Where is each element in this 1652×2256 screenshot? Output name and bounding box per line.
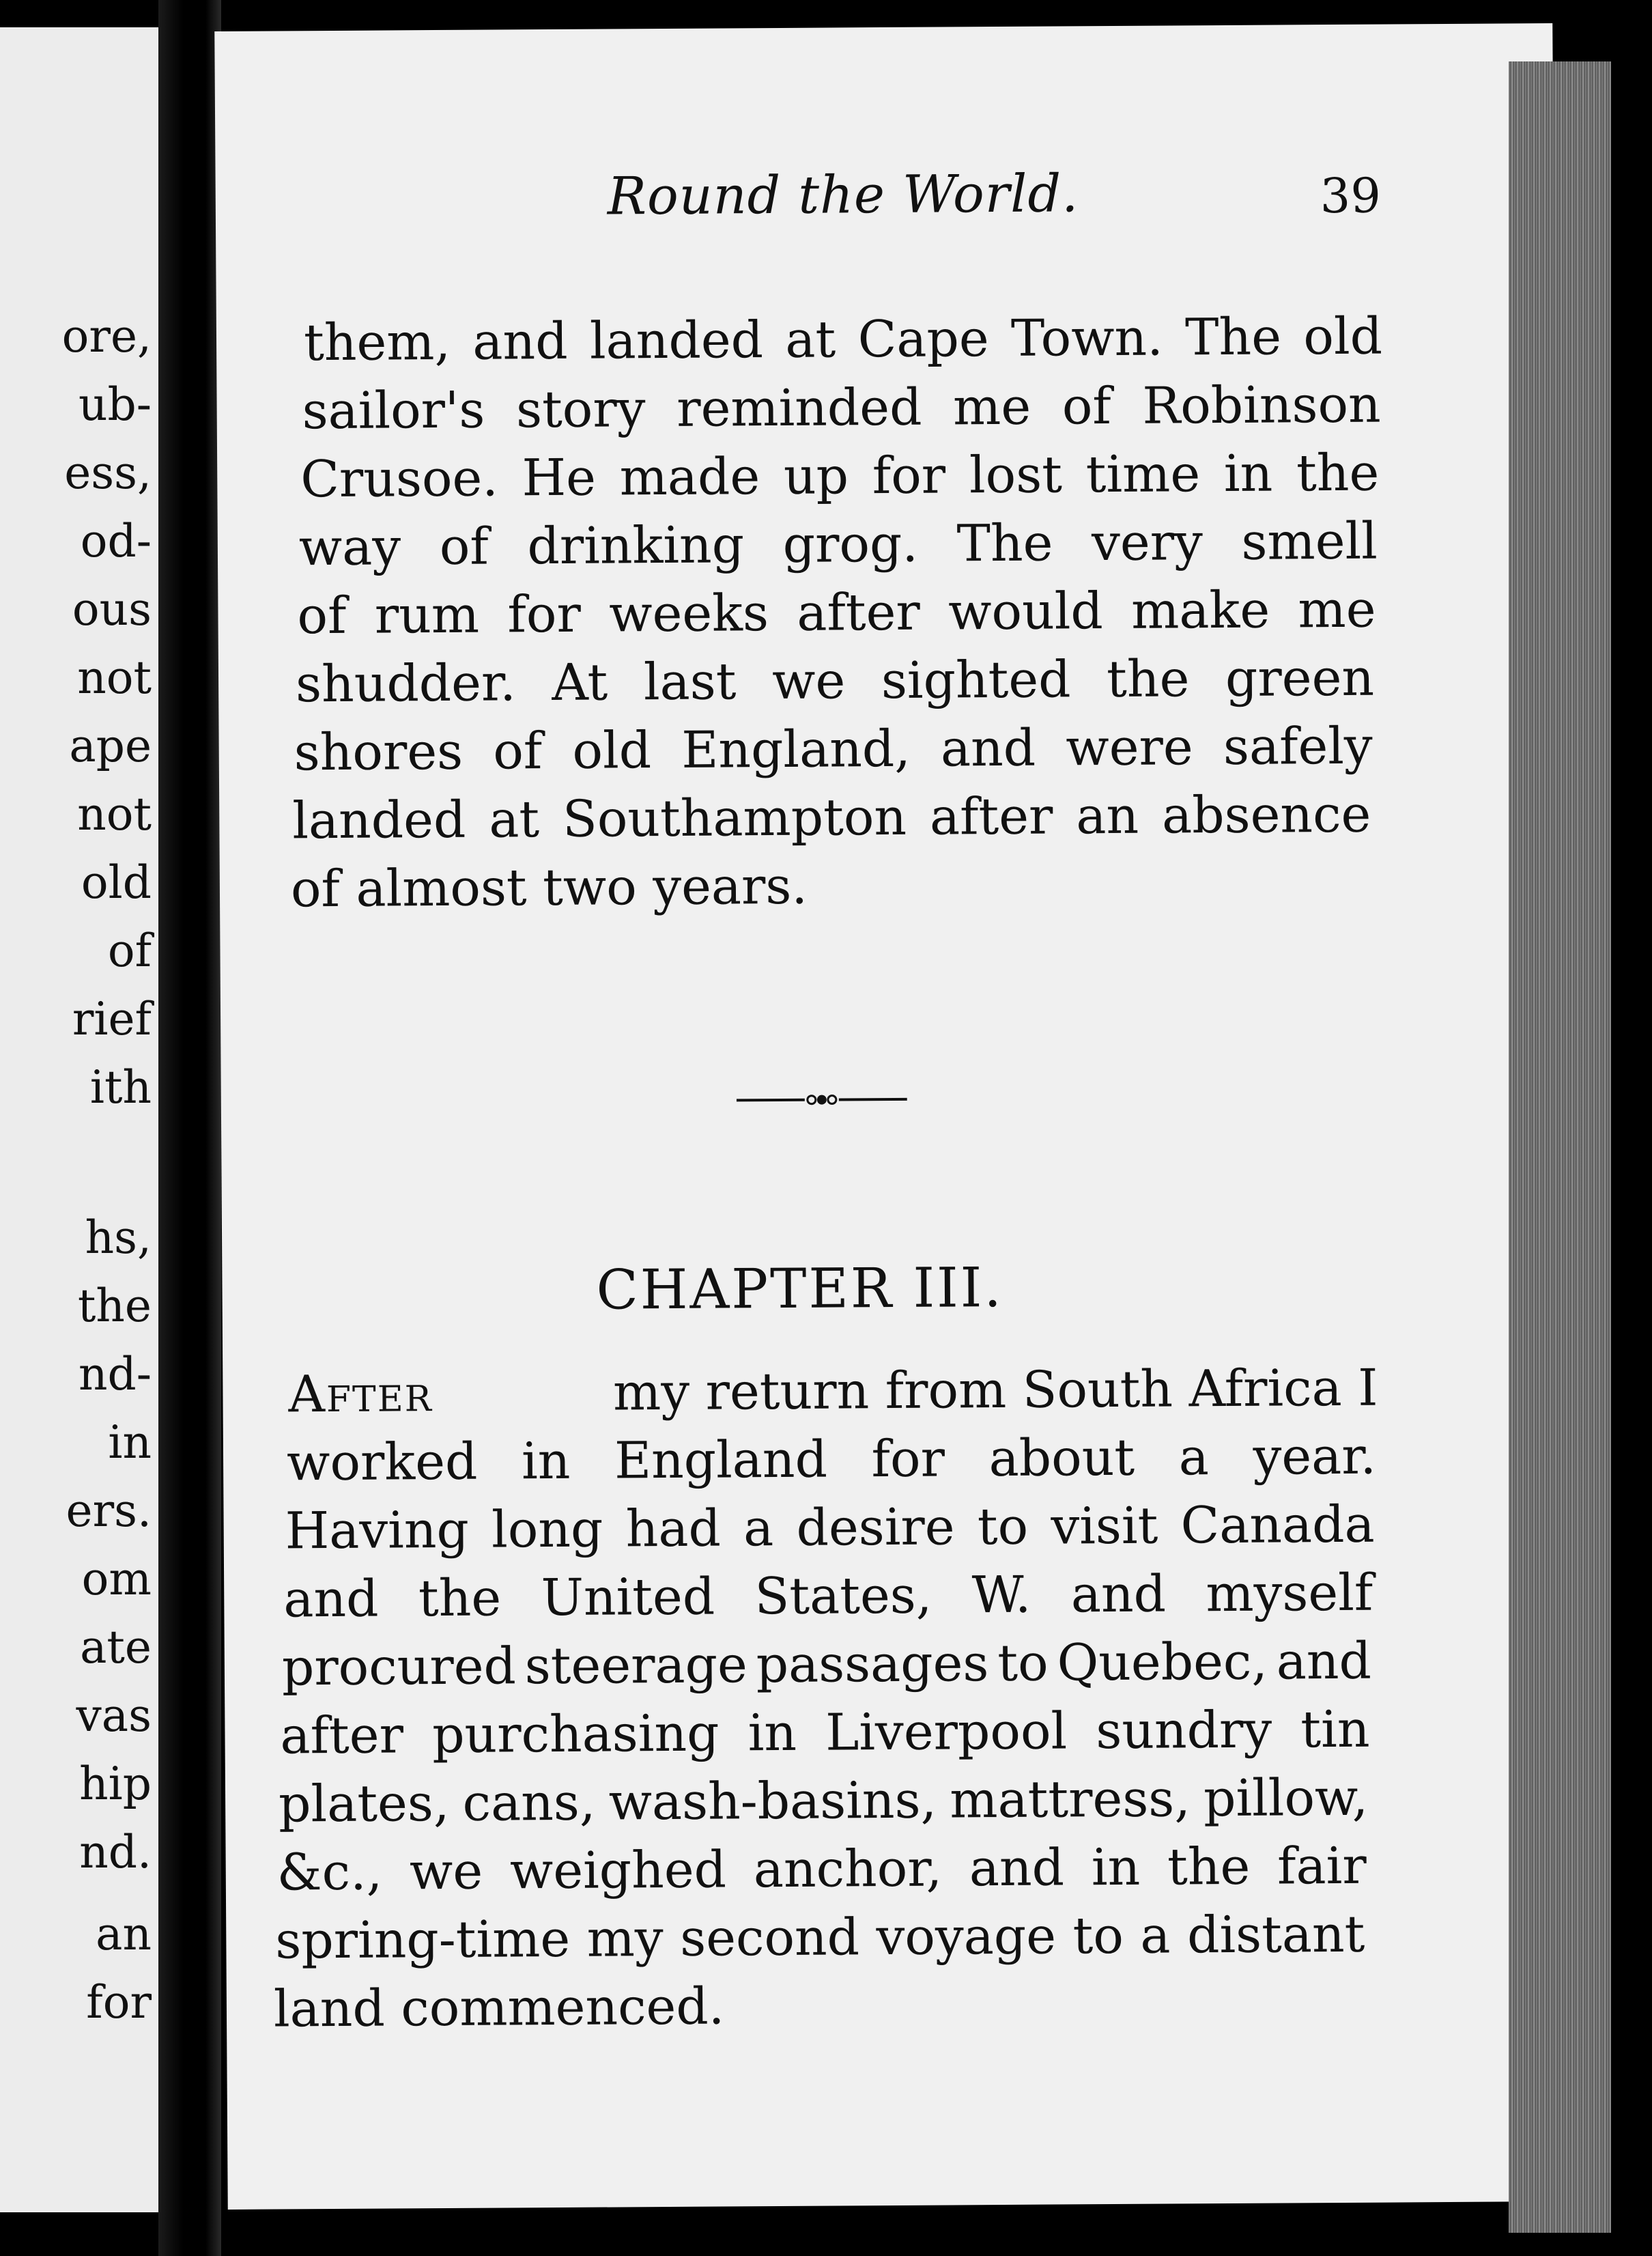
previous-page-line-fragment: od- bbox=[80, 515, 152, 567]
word: landed bbox=[589, 311, 764, 371]
word: Cape bbox=[857, 309, 989, 369]
previous-page-line-fragment: ub- bbox=[78, 378, 152, 431]
word: of bbox=[297, 586, 347, 646]
previous-page-line-fragment: hip bbox=[79, 1758, 152, 1810]
previous-page-line-fragment: ith bbox=[89, 1061, 152, 1114]
word: long bbox=[491, 1499, 603, 1560]
text-line bbox=[292, 785, 1371, 851]
word: plates, bbox=[278, 1773, 450, 1834]
page-edges bbox=[1509, 61, 1611, 2233]
word: and bbox=[1070, 1564, 1167, 1624]
word: up bbox=[783, 447, 849, 506]
word: way bbox=[298, 518, 401, 578]
word: the bbox=[1167, 1837, 1251, 1897]
previous-page-fragment bbox=[0, 27, 158, 2212]
word: last bbox=[643, 652, 737, 712]
word: shudder. bbox=[295, 653, 516, 714]
word: made bbox=[619, 447, 760, 507]
word: England, bbox=[681, 719, 911, 780]
background-shadow bbox=[1611, 0, 1652, 2256]
word: me bbox=[952, 377, 1031, 437]
word: to bbox=[977, 1497, 1029, 1557]
word: story bbox=[515, 380, 646, 440]
word: cans, bbox=[462, 1773, 596, 1833]
word: W. bbox=[971, 1565, 1031, 1625]
word: for bbox=[871, 1429, 945, 1489]
word: and bbox=[940, 718, 1036, 778]
previous-page-line-fragment: of bbox=[107, 925, 152, 977]
word: after bbox=[280, 1706, 404, 1766]
word: second bbox=[679, 1908, 860, 1968]
text-line bbox=[297, 580, 1376, 646]
word: myself bbox=[1206, 1563, 1373, 1624]
text-line bbox=[276, 1836, 1367, 1902]
word: in bbox=[1223, 444, 1273, 503]
word: a bbox=[1178, 1428, 1210, 1487]
previous-page-line-fragment: old bbox=[81, 856, 152, 909]
word: me bbox=[1298, 580, 1376, 640]
text-line bbox=[302, 375, 1381, 441]
word: sundry bbox=[1096, 1700, 1272, 1761]
word: drinking bbox=[527, 516, 745, 576]
word: to bbox=[997, 1633, 1049, 1693]
word: desire bbox=[796, 1497, 955, 1557]
word: United bbox=[541, 1567, 715, 1628]
word: England bbox=[614, 1430, 828, 1491]
word: grog. bbox=[782, 514, 919, 574]
text-line bbox=[300, 443, 1380, 509]
word: passages bbox=[756, 1634, 989, 1695]
word: anchor, bbox=[753, 1839, 943, 1900]
word: fair bbox=[1277, 1836, 1367, 1896]
previous-page-line-fragment: ate bbox=[80, 1621, 152, 1674]
word: worked bbox=[286, 1432, 478, 1493]
word: the bbox=[1106, 649, 1190, 709]
chapter-heading: CHAPTER III. bbox=[596, 1255, 1004, 1322]
word: Having bbox=[285, 1500, 470, 1561]
word: in bbox=[521, 1431, 571, 1491]
page-number: 39 bbox=[1320, 167, 1382, 225]
word: sailor's bbox=[302, 380, 485, 441]
text-line bbox=[285, 1495, 1375, 1561]
word: the bbox=[1296, 443, 1380, 503]
text-line bbox=[286, 1426, 1377, 1493]
word: old bbox=[1303, 307, 1383, 367]
word: in bbox=[747, 1703, 797, 1763]
word: wash-basins, bbox=[608, 1771, 937, 1832]
text-line: land commenced. bbox=[273, 1977, 725, 2039]
word: and bbox=[472, 311, 568, 371]
text-line-first bbox=[288, 1358, 1378, 1424]
word: rum bbox=[374, 585, 480, 645]
word: Southampton bbox=[562, 787, 907, 849]
text-line bbox=[278, 1768, 1369, 1834]
text-line-rest: my return from South Africa I bbox=[612, 1358, 1378, 1422]
book-gutter bbox=[158, 0, 221, 2256]
word: Canada bbox=[1180, 1495, 1375, 1555]
word: steerage bbox=[524, 1635, 748, 1696]
word: would bbox=[948, 582, 1104, 642]
word: spring-time bbox=[275, 1909, 571, 1971]
word: after bbox=[929, 787, 1053, 847]
text-line bbox=[280, 1700, 1370, 1766]
word: were bbox=[1066, 718, 1193, 778]
word: and bbox=[1276, 1631, 1372, 1691]
text-line bbox=[295, 648, 1375, 714]
previous-page-line-fragment: nd- bbox=[78, 1348, 152, 1400]
word: Crusoe. bbox=[300, 449, 499, 509]
previous-page-line-fragment: an bbox=[96, 1908, 152, 1960]
word: very bbox=[1091, 513, 1204, 573]
word: At bbox=[552, 653, 608, 713]
word: at bbox=[489, 790, 540, 849]
word: Quebec, bbox=[1057, 1632, 1268, 1693]
word: The bbox=[1184, 307, 1282, 367]
word: shores bbox=[294, 722, 464, 782]
word: Town. bbox=[1010, 308, 1163, 368]
text-line bbox=[298, 511, 1378, 578]
previous-page-line-fragment: not bbox=[77, 788, 152, 841]
previous-page-line-fragment: hs, bbox=[85, 1211, 152, 1264]
running-title: Round the World. bbox=[607, 163, 1079, 227]
word: to bbox=[1072, 1906, 1124, 1966]
word: of bbox=[1062, 377, 1112, 436]
text-line bbox=[294, 716, 1373, 782]
word: year. bbox=[1253, 1426, 1377, 1486]
previous-page-line-fragment: ore, bbox=[61, 310, 152, 363]
previous-page-line-fragment: nd. bbox=[79, 1826, 152, 1878]
word: for bbox=[507, 584, 582, 645]
word: landed bbox=[292, 790, 466, 851]
previous-page-line-fragment: not bbox=[77, 651, 152, 704]
word: we bbox=[771, 651, 846, 711]
word: in bbox=[1091, 1837, 1141, 1898]
word: visit bbox=[1051, 1496, 1158, 1556]
word: of bbox=[493, 722, 543, 781]
previous-page-line-fragment: vas bbox=[76, 1689, 152, 1742]
word: old bbox=[572, 721, 652, 780]
text-line: of almost two years. bbox=[290, 856, 808, 919]
word: distant bbox=[1186, 1904, 1365, 1965]
word: purchasing bbox=[431, 1704, 720, 1765]
previous-page-line-fragment: ers. bbox=[66, 1484, 152, 1537]
word: safely bbox=[1223, 716, 1373, 777]
word: of bbox=[439, 517, 489, 577]
text-line bbox=[275, 1904, 1365, 1971]
word: The bbox=[956, 513, 1053, 574]
text-line bbox=[303, 307, 1383, 373]
previous-page-line-fragment: in bbox=[108, 1416, 152, 1469]
word: a bbox=[1140, 1906, 1171, 1965]
word: the bbox=[418, 1568, 502, 1628]
word: we bbox=[409, 1842, 483, 1902]
word: green bbox=[1225, 648, 1375, 708]
word: time bbox=[1085, 445, 1201, 505]
word: and bbox=[283, 1569, 379, 1629]
word: weeks bbox=[608, 584, 769, 644]
word: them, bbox=[303, 312, 451, 373]
word: sighted bbox=[881, 650, 1071, 711]
word: &c., bbox=[276, 1842, 383, 1902]
page bbox=[214, 23, 1565, 2210]
previous-page-line-fragment: ous bbox=[72, 583, 152, 636]
previous-page-line-fragment: om bbox=[81, 1553, 152, 1605]
word: and bbox=[969, 1838, 1065, 1898]
previous-page-line-fragment: the bbox=[77, 1280, 152, 1332]
word: voyage bbox=[876, 1906, 1057, 1967]
previous-page-line-fragment: for bbox=[86, 1976, 152, 2029]
word: an bbox=[1076, 786, 1139, 846]
word: absence bbox=[1161, 785, 1371, 845]
word: Liverpool bbox=[825, 1702, 1068, 1762]
previous-page-line-fragment: rief bbox=[72, 993, 152, 1045]
previous-page-line-fragment: ess, bbox=[64, 447, 152, 499]
word: make bbox=[1130, 580, 1270, 640]
text-line bbox=[283, 1563, 1373, 1629]
divider-ornament-icon bbox=[737, 1086, 907, 1114]
word: at bbox=[785, 310, 836, 369]
word: about bbox=[988, 1428, 1135, 1489]
word: after bbox=[797, 582, 921, 643]
word: pillow, bbox=[1203, 1768, 1369, 1829]
previous-page-line-fragment: ape bbox=[69, 720, 152, 772]
word: procured bbox=[281, 1637, 517, 1697]
lead-word: After bbox=[288, 1364, 433, 1424]
section-divider-ornament bbox=[737, 1086, 907, 1114]
word: smell bbox=[1241, 511, 1378, 572]
page-header bbox=[215, 160, 1554, 250]
text-line bbox=[281, 1631, 1372, 1697]
word: tin bbox=[1300, 1700, 1370, 1760]
word: Robinson bbox=[1142, 375, 1381, 436]
word: my bbox=[586, 1909, 664, 1969]
word: had bbox=[625, 1499, 722, 1559]
word: a bbox=[743, 1499, 774, 1558]
word: lost bbox=[969, 445, 1063, 505]
word: States, bbox=[754, 1566, 932, 1626]
word: He bbox=[522, 448, 597, 508]
word: reminded bbox=[676, 378, 922, 438]
word: weighed bbox=[509, 1840, 727, 1901]
word: mattress, bbox=[950, 1769, 1191, 1830]
word: for bbox=[872, 446, 946, 506]
